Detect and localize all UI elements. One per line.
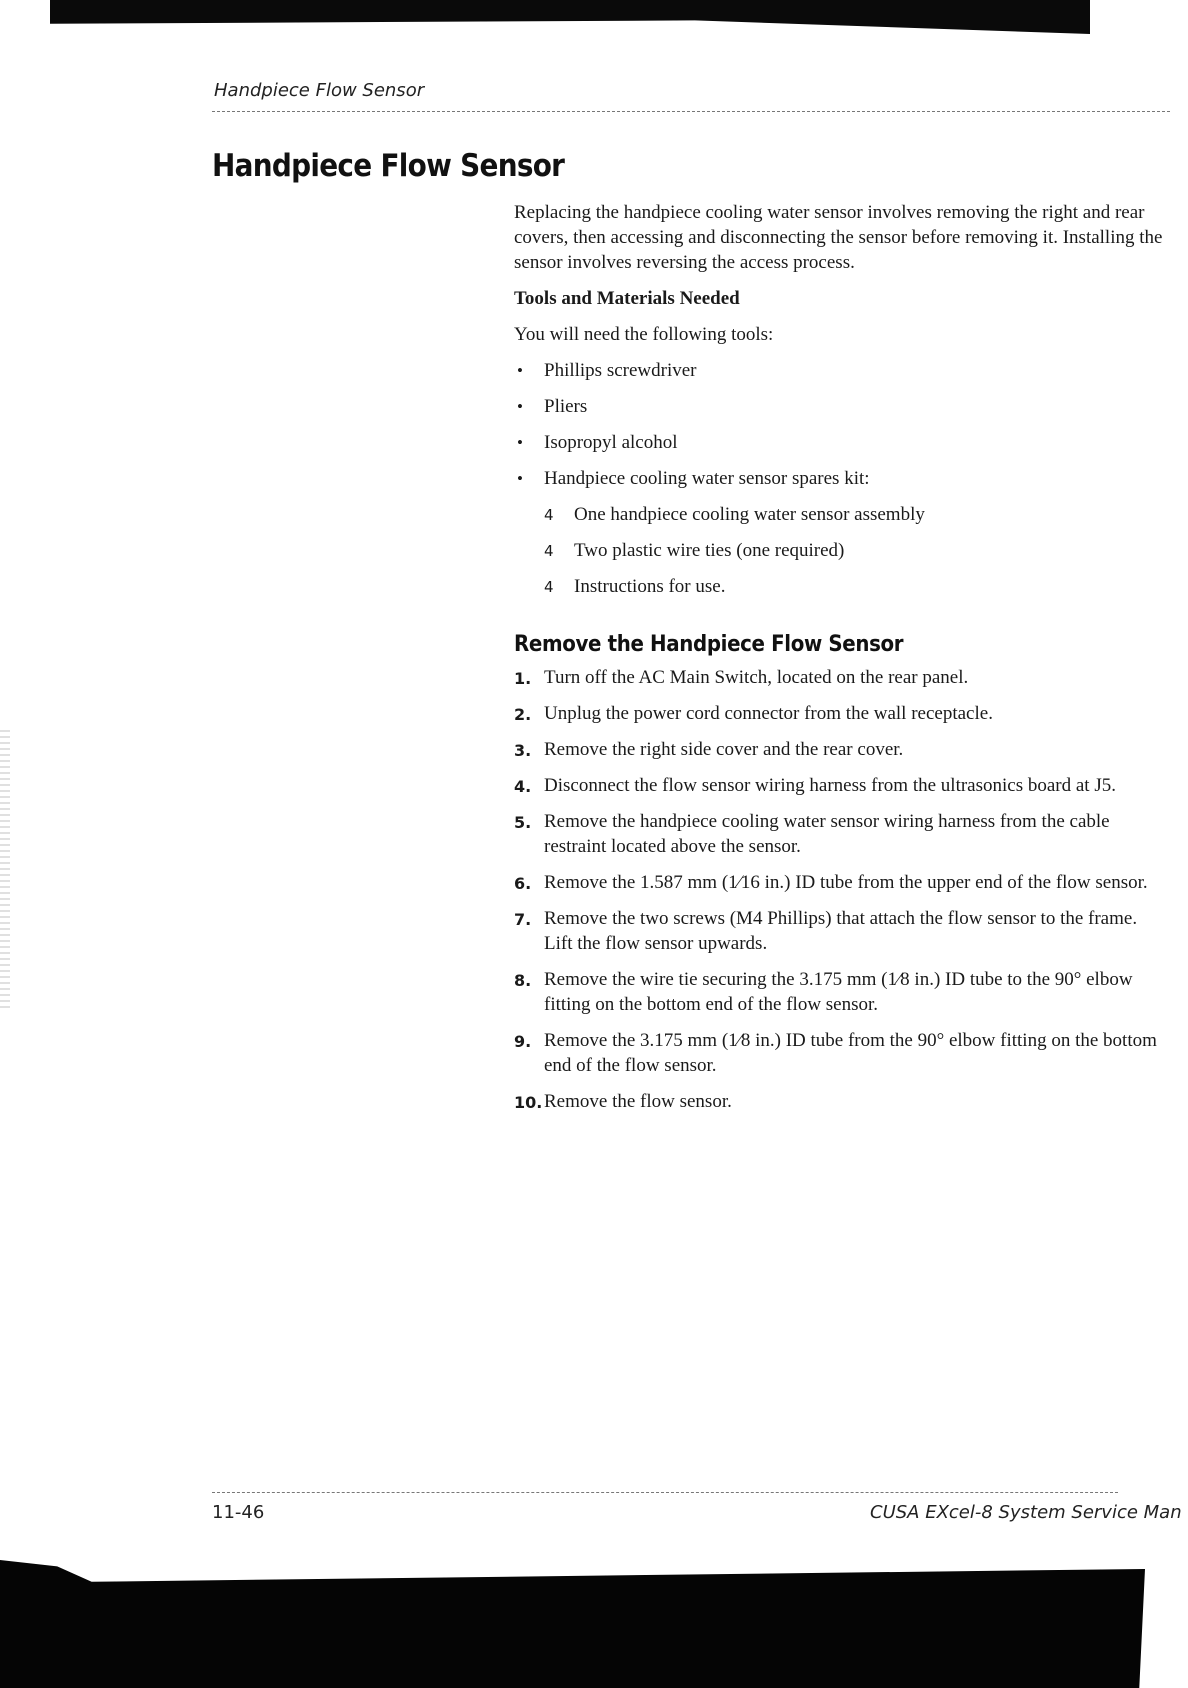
procedure-step bbox=[514, 906, 1170, 956]
procedure-step bbox=[514, 701, 1170, 726]
tools-heading: Tools and Materials Needed bbox=[514, 288, 740, 309]
procedure-step bbox=[514, 1089, 1170, 1114]
tool-item-label: Isopropyl alcohol bbox=[544, 432, 678, 453]
tools-list bbox=[514, 358, 1170, 491]
checkmark-bullet-icon: 4 bbox=[544, 506, 554, 524]
section-heading: Remove the Handpiece Flow Sensor bbox=[514, 632, 904, 657]
step-text: Disconnect the flow sensor wiring harness from the ultrasonics board at J5. bbox=[544, 775, 1116, 796]
page-title: Handpiece Flow Sensor bbox=[212, 148, 565, 184]
scan-border-bottom bbox=[0, 1560, 1145, 1688]
step-number: 2. bbox=[514, 705, 532, 724]
step-text: Remove the 1.587 mm (1⁄16 in.) ID tube from the upper end of the flow sensor. bbox=[544, 872, 1148, 893]
kit-item bbox=[514, 538, 1170, 563]
kit-item bbox=[514, 502, 1170, 527]
tool-item bbox=[514, 358, 1170, 383]
tool-item bbox=[514, 430, 1170, 455]
step-number: 1. bbox=[514, 669, 532, 688]
bullet-icon: • bbox=[517, 361, 523, 380]
step-number: 4. bbox=[514, 777, 532, 796]
step-text: Remove the 3.175 mm (1⁄8 in.) ID tube from the 90° elbow fitting on the bottom end of the flow sensor. bbox=[544, 1030, 1157, 1076]
scan-edge-artifact bbox=[0, 730, 10, 1010]
step-number: 10. bbox=[514, 1093, 543, 1112]
step-number: 7. bbox=[514, 910, 532, 929]
footer-manual-title: CUSA EXcel-8 System Service Man bbox=[870, 1502, 1182, 1523]
footer-rule bbox=[212, 1492, 1118, 1493]
step-number: 3. bbox=[514, 741, 532, 760]
bullet-icon: • bbox=[517, 397, 523, 416]
procedure-step bbox=[514, 809, 1170, 859]
checkmark-bullet-icon: 4 bbox=[544, 578, 554, 596]
tool-item bbox=[514, 466, 1170, 491]
tool-item bbox=[514, 394, 1170, 419]
kit-item-label: One handpiece cooling water sensor assembly bbox=[574, 504, 925, 525]
running-head: Handpiece Flow Sensor bbox=[214, 80, 425, 101]
kit-item-label: Two plastic wire ties (one required) bbox=[574, 540, 845, 561]
tool-item-label: Phillips screwdriver bbox=[544, 360, 697, 381]
header-rule bbox=[212, 111, 1170, 112]
step-text: Unplug the power cord connector from the wall receptacle. bbox=[544, 703, 993, 724]
step-text: Turn off the AC Main Switch, located on the rear panel. bbox=[544, 667, 969, 688]
procedure-step bbox=[514, 665, 1170, 690]
tool-item-label: Handpiece cooling water sensor spares kit: bbox=[544, 468, 870, 489]
procedure-step bbox=[514, 870, 1170, 895]
bullet-icon: • bbox=[517, 469, 523, 488]
main-content bbox=[514, 200, 1170, 1125]
intro-paragraph: Replacing the handpiece cooling water sensor involves removing the right and rear covers, then accessing and disconnecting the sensor before removing it. Installing the sensor involves reversing the access process. bbox=[514, 202, 1163, 273]
scan-border-top bbox=[50, 0, 1090, 34]
bullet-icon: • bbox=[517, 433, 523, 452]
procedure-step bbox=[514, 1028, 1170, 1078]
step-text: Remove the wire tie securing the 3.175 mm (1⁄8 in.) ID tube to the 90° elbow fitting on the bottom end of the flow sensor. bbox=[544, 969, 1133, 1015]
tools-lead: You will need the following tools: bbox=[514, 324, 774, 345]
kit-item bbox=[514, 574, 1170, 599]
checkmark-bullet-icon: 4 bbox=[544, 542, 554, 560]
page-number: 11-46 bbox=[212, 1502, 265, 1523]
step-text: Remove the flow sensor. bbox=[544, 1091, 732, 1112]
step-number: 5. bbox=[514, 813, 532, 832]
procedure-step bbox=[514, 773, 1170, 798]
procedure-step bbox=[514, 737, 1170, 762]
tool-item-label: Pliers bbox=[544, 396, 588, 417]
step-text: Remove the two screws (M4 Phillips) that attach the flow sensor to the frame. Lift the flow sensor upwards. bbox=[544, 908, 1138, 954]
step-number: 6. bbox=[514, 874, 532, 893]
kit-item-label: Instructions for use. bbox=[574, 576, 726, 597]
step-number: 8. bbox=[514, 971, 532, 990]
procedure-steps bbox=[514, 665, 1170, 1114]
procedure-step bbox=[514, 967, 1170, 1017]
step-text: Remove the right side cover and the rear cover. bbox=[544, 739, 904, 760]
kit-contents-list bbox=[514, 502, 1170, 599]
step-text: Remove the handpiece cooling water sensor wiring harness from the cable restraint located above the sensor. bbox=[544, 811, 1110, 857]
step-number: 9. bbox=[514, 1032, 532, 1051]
